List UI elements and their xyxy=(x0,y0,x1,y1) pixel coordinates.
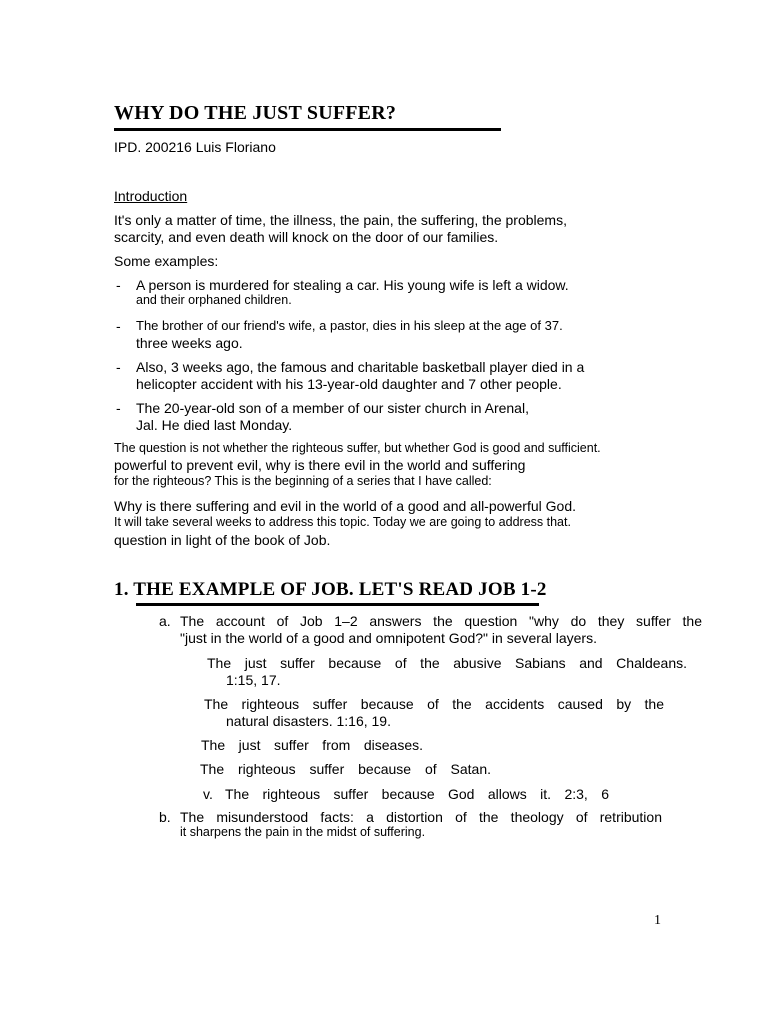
intro-heading: Introduction xyxy=(114,188,188,204)
example-3-line-2: helicopter accident with his 13-year-old daughter and 7 other people. xyxy=(136,376,562,392)
subitem-1-line-1: The just suffer because of the abusive Sabians and Chaldeans. xyxy=(207,655,687,671)
item-b-line-2: it sharpens the pain in the midst of suffering. xyxy=(180,825,426,839)
subitem-4-line-1: The righteous suffer because of Satan. xyxy=(200,761,491,777)
series-title: Why is there suffering and evil in the world of a good and all-powerful God. xyxy=(114,498,576,514)
intro-para-line-2: scarcity, and even death will knock on the door of our families. xyxy=(114,229,499,245)
subitem-5-marker: v. xyxy=(203,786,213,802)
item-a-line-2: "just in the world of a good and omnipotent God?" in several layers. xyxy=(180,630,597,646)
question-line-3: for the righteous? This is the beginning of a series that I have called: xyxy=(114,474,492,488)
item-a-marker: a. xyxy=(159,613,171,629)
item-b-line-1: The misunderstood facts: a distortion of the theology of retribution xyxy=(180,809,662,825)
subitem-5-line-1: The righteous suffer because God allows it. 2:3, 6 xyxy=(225,786,609,802)
subitem-2-line-1: The righteous suffer because of the accidents caused by the xyxy=(204,696,664,712)
item-a-line-1: The account of Job 1–2 answers the question "why do they suffer the xyxy=(180,613,702,629)
example-2-line-1: The brother of our friend's wife, a pastor, dies in his sleep at the age of 37. xyxy=(136,318,563,333)
author-line: IPD. 200216 Luis Floriano xyxy=(114,139,276,155)
example-2-line-2: three weeks ago. xyxy=(136,335,243,351)
example-4-line-2: Jal. He died last Monday. xyxy=(136,417,293,433)
example-1-line-2: and their orphaned children. xyxy=(136,293,292,307)
intro-para-line-1: It's only a matter of time, the illness, the pain, the suffering, the problems, xyxy=(114,212,567,228)
title-underline xyxy=(114,128,501,131)
subitem-1-line-2: 1:15, 17. xyxy=(226,672,281,688)
example-3-line-1: Also, 3 weeks ago, the famous and charitable basketball player died in a xyxy=(136,359,585,375)
document-title: WHY DO THE JUST SUFFER? xyxy=(114,102,397,124)
item-b-marker: b. xyxy=(159,809,171,825)
example-4-line-1: The 20-year-old son of a member of our sister church in Arenal, xyxy=(136,400,529,416)
question-line-2: powerful to prevent evil, why is there evil in the world and suffering xyxy=(114,457,526,473)
section-1-heading: 1. THE EXAMPLE OF JOB. LET'S READ JOB 1-2 xyxy=(114,579,547,600)
bullet-marker: - xyxy=(116,359,121,375)
subitem-3-line-1: The just suffer from diseases. xyxy=(201,737,423,753)
example-1-line-1: A person is murdered for stealing a car. His young wife is left a widow. xyxy=(136,277,569,293)
page-number: 1 xyxy=(654,913,661,928)
bullet-marker: - xyxy=(116,277,121,293)
some-examples-label: Some examples: xyxy=(114,253,219,269)
bullet-marker: - xyxy=(116,318,121,334)
section-1-underline xyxy=(136,603,539,606)
job-line: question in light of the book of Job. xyxy=(114,532,331,548)
bullet-marker: - xyxy=(116,400,121,416)
question-line-1: The question is not whether the righteous suffer, but whether God is good and sufficient. xyxy=(114,441,601,455)
subitem-2-line-2: natural disasters. 1:16, 19. xyxy=(226,713,391,729)
weeks-line: It will take several weeks to address this topic. Today we are going to address that. xyxy=(114,515,571,529)
